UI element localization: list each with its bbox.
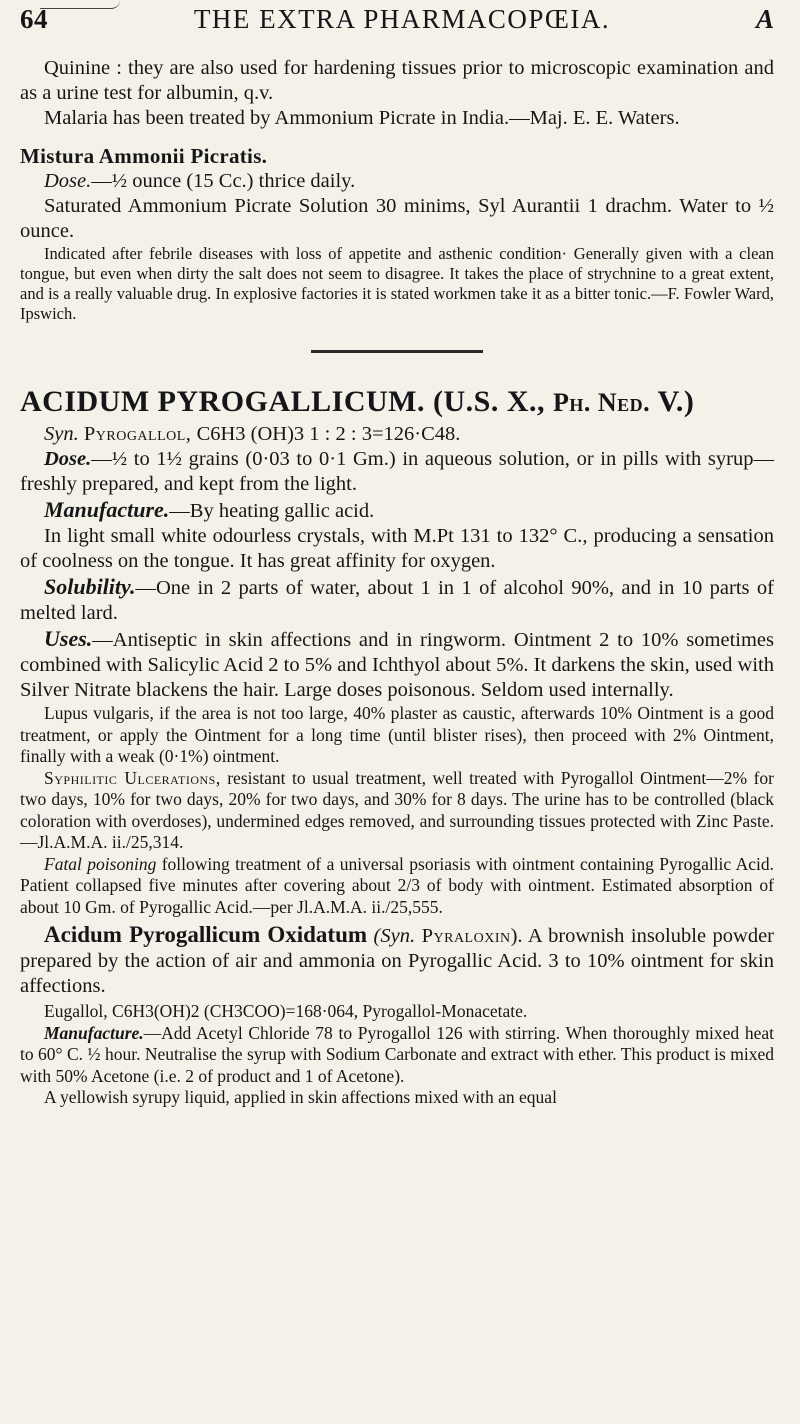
section-letter: A [755,4,774,34]
syn-label: Syn. [44,423,79,445]
acidum-manufacture [20,497,774,524]
acidum-solubility [20,574,774,626]
solubility-label: Solubility. [44,574,136,599]
syn-formula: C6H3 (OH)3 1 : 2 : 3=126·C48. [196,423,461,445]
eugallol-manufacture [20,1023,774,1088]
mistura-heading: Mistura Ammonii Picratis. [20,144,268,168]
intro-paragraph-2: Malaria has been treated by Ammonium Picrate in India.—Maj. E. E. Waters. [44,107,680,129]
acidum-section [20,383,774,918]
acidum-refs-c: V.) [650,385,695,418]
acidum-lupus: Lupus vulgaris, if the area is not too large, 40% plaster as caustic, afterwards 10% Ointment is a good treatment, or apply the Ointment for a long time (until blister rises), then proceed with 2% Ointment, finally with a weak (0·1%) ointment. [20,703,774,766]
oxidatum-syn-close: ). [510,925,523,947]
acidum-dose-text: —½ to 1½ grains (0·03 to 0·1 Gm.) in aqueous solution, or in pills with syrup—freshly prepared, and kept from the light. [20,448,774,495]
acidum-syphilitic [20,768,774,854]
manufacture-label: Manufacture. [44,497,170,522]
corner-flourish [40,0,120,9]
dose-label: Dose. [44,170,92,192]
syn-name: Pyrogallol, [83,423,192,445]
eugallol-manufacture-text: —Add Acetyl Chloride 78 to Pyrogallol 126 with stirring. When thoroughly mixed heat to 60° C. ½ hour. Neutralise the syrup with Sodium Carbonate and extract with ether. This product is mixed with 50% Acetone (i.e. 2 of product and 1 of Acetone). [20,1022,774,1086]
acidum-refs-a: (U.S. X., [432,385,553,418]
intro-section [20,56,774,131]
mistura-dose [20,169,774,194]
acidum-description: In light small white odourless crystals, with M.Pt 131 to 132° C., producing a sensation of coolness on the tongue. It has great affinity for oxygen. [20,525,774,572]
fatal-text: following treatment of a universal psoriasis with ointment containing Pyrogallic Acid. Patient collapsed five minutes after covering about 2/3 of body with ointment. Estimated absorption of about 10 Gm. of Pyrogallic Acid.—per Jl.A.M.A. ii./25,555. [20,853,774,917]
acidum-refs-b: Ph. Ned. [553,388,651,417]
acidum-title [20,383,774,422]
running-header [20,0,774,40]
page-number: 64 [20,4,48,34]
divider-rule [311,350,483,353]
section-divider [20,324,774,383]
acidum-synonym [20,422,774,447]
oxidatum-section [20,922,774,999]
acidum-title-main: ACIDUM PYROGALLICUM. [20,385,425,418]
acidum-dose-label: Dose. [44,448,92,470]
intro-paragraph-1: Quinine : they are also used for hardening tissues prior to microscopic examination and as a urine test for albumin, q.v. [20,57,774,104]
oxidatum-syn-name: Pyraloxin [421,925,511,947]
solubility-text: —One in 2 parts of water, about 1 in 1 of alcohol 90%, and in 10 parts of melted lard. [20,577,774,624]
uses-text: —Antiseptic in skin affections and in ringworm. Ointment 2 to 10% sometimes combined with Salicylic Acid 2 to 5% and Ichthyol about 5%. It darkens the skin, used with Silver Nitrate blackens the hair. Large doses poisonous. Seldom used internally. [20,629,774,701]
eugallol-line: Eugallol, C6H3(OH)2 (CH3COO)=168·064, Pyrogallol-Monacetate. [44,1001,528,1021]
eugallol-section [20,1001,774,1109]
running-title: THE EXTRA PHARMACOPŒIA. [193,4,611,34]
acidum-fatal [20,854,774,919]
dose-text: —½ ounce (15 Cc.) thrice daily. [91,170,356,192]
manufacture-text: —By heating gallic acid. [169,500,375,522]
acidum-dose [20,447,774,497]
uses-label: Uses. [44,626,93,651]
oxidatum-syn-label: (Syn. [373,925,416,947]
fatal-label: Fatal poisoning [44,853,157,874]
mistura-note: Indicated after febrile diseases with loss of appetite and asthenic condition· Generally given with a clean tongue, but even when dirty the salt does not seem to disagree. It takes the place of strychnine to a great extent, and is a really valuable drug. In explosive factories it is stated workmen take it as a bitter tonic.—F. Fowler Ward, Ipswich. [20,244,774,323]
eugallol-last: A yellowish syrupy liquid, applied in skin affections mixed with an equal [44,1087,557,1107]
mistura-section [20,143,774,324]
eugallol-manufacture-label: Manufacture. [44,1022,144,1043]
oxidatum-text: A brownish insoluble powder prepared by the action of air and ammonia on Pyrogallic Acid. 3 to 10% ointment for skin affections. [20,925,775,997]
oxidatum-paragraph [20,922,774,999]
syphilitic-label: Syphilitic Ulcerations, [44,767,221,788]
oxidatum-heading: Acidum Pyrogallicum Oxidatum [44,922,368,947]
syphilitic-text: resistant to usual treatment, well treated with Pyrogallol Ointment—2% for two days, 10% for two days, 20% for two days, and 30% for 8 days. The urine has to be controlled (black coloration with overdoses), undermined edges removed, and surrounding tissues protected with Zinc Paste.—Jl.A.M.A. ii./25,314. [20,767,774,852]
acidum-uses [20,626,774,703]
mistura-formula: Saturated Ammonium Picrate Solution 30 minims, Syl Aurantii 1 drachm. Water to ½ ounce. [20,195,774,242]
